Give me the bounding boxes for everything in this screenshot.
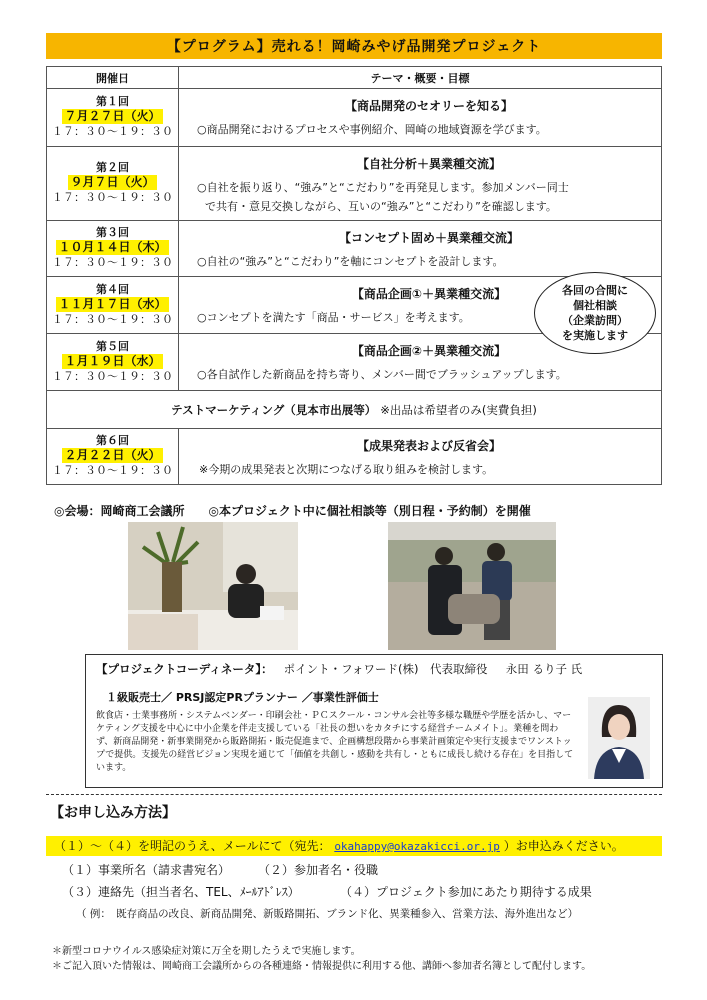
table-header-row [47, 67, 662, 89]
session-number: 第１回 [96, 95, 129, 108]
table-row [47, 221, 662, 277]
apply-instruction-post: ）お申込みください。 [503, 839, 624, 853]
table-row [47, 147, 662, 221]
bubble-line: （企業訪問） [562, 314, 628, 327]
visit-photo [388, 522, 556, 650]
session-desc: ○コンセプトを満たす「商品・サービス」を考えます。 [197, 311, 470, 324]
visit-photo-illustration [388, 522, 556, 650]
session-date: １０月１４日（木） [58, 240, 167, 254]
apply-email-link[interactable]: okahappy@okazakicci.or.jp [334, 840, 500, 853]
test-marketing-note: ※出品は希望者のみ(実費負担) [380, 402, 537, 417]
venue-label: ◎会場：岡崎商工会議所 [54, 504, 185, 518]
session-date-cell [47, 221, 179, 277]
bubble-line: 個社相談 [573, 299, 617, 312]
apply-example: （ 例： 既存商品の改良、新商品開発、新販路開拓、ブランド化、異業種参入、営業方法、海外進出など） [76, 908, 579, 920]
session-number: 第６回 [96, 434, 129, 447]
venue-line [54, 502, 555, 519]
session-desc: ※今期の成果発表と次期につなげる取り組みを検討します。 [199, 463, 494, 476]
session-number: 第４回 [96, 282, 129, 296]
portrait-illustration [588, 697, 650, 779]
session-theme-cell [179, 89, 662, 147]
apply-instruction-pre: （１）〜（４）を明記のうえ、メールにて（宛先： [54, 839, 331, 853]
session-desc: ○自社を振り返り、“強み”と“こだわり”を再発見します。参加メンバー同士 [197, 181, 569, 194]
header-theme: テーマ・概要・目標 [179, 67, 662, 89]
session-time: １７：３０〜１９：３０ [52, 464, 173, 477]
coordinator-name: 永田 るり子 氏 [505, 662, 583, 676]
consult-label: ◎本プロジェクト中に個社相談等（別日程・予約制）を開催 [208, 504, 531, 518]
session-time: １７：３０〜１９：３０ [52, 125, 173, 138]
session-time: １７：３０〜１９：３０ [52, 191, 173, 204]
session-number: 第３回 [96, 226, 129, 239]
session-date: １１月１７日（水） [58, 296, 167, 311]
session-date: ９月７日（火） [70, 175, 155, 189]
session-desc: ○各自試作した新商品を持ち寄り、メンバー間でブラッシュアップします。 [197, 368, 567, 381]
session-title: 【商品企画①＋異業種交流】 [351, 287, 507, 301]
meeting-photo [128, 522, 298, 650]
test-marketing-row [47, 391, 662, 429]
apply-instruction [46, 836, 662, 856]
coordinator-header [96, 661, 652, 677]
test-marketing-label: テストマーケティング（見本市出展等） [171, 402, 377, 417]
session-date-cell [47, 277, 179, 334]
session-date-cell [47, 147, 179, 221]
consultation-bubble [534, 272, 656, 354]
program-banner: 【プログラム】売れる！岡崎みやげ品開発プロジェクト [46, 33, 662, 59]
note-privacy: ＊ご記入頂いた情報は、岡崎商工会議所からの各種連絡・情報提供に利用する他、講師へ参加者名簿として配付します。 [52, 961, 592, 972]
session-desc: ○自社の“強み”と“こだわり”を軸にコンセプトを設計します。 [197, 255, 504, 268]
coordinator-titles: １級販売士／ PRSJ認定PRプランナー ／事業性評価士 [106, 691, 379, 704]
session-number: 第５回 [96, 339, 129, 353]
session-theme-cell [179, 147, 662, 221]
session-time: １７：３０〜１９：３０ [52, 256, 173, 269]
session-title: 【コンセプト固め＋異業種交流】 [338, 231, 519, 245]
coordinator-bio: 飲食店・士業事務所・システムベンダー・印刷会社・ＰＣスクール・コンサル会社等多様な職歴や学歴を活かし、マーケティング支援を中心に中小企業を伴走支援している「社長の想いをカタチにする経営チームメイト」。業種を問わず、新商品開発・新事業開発から販路開拓・販売促進まで、企画構想段階から事業計画策定や実行支援までワンストップで提供。支援先の経営ビジョン実現を通じて「価値を共創し・感動を共有し・ともに成長し続ける存在」を目指しています。 [96, 711, 574, 773]
session-date: ２月２２日（火） [64, 448, 161, 462]
session-title: 【成果発表および反省会】 [356, 439, 501, 453]
session-date-cell [47, 429, 179, 485]
session-date-cell [47, 334, 179, 391]
session-desc: ○商品開発におけるプロセスや事例紹介、岡崎の地域資源を学びます。 [197, 123, 547, 136]
session-time: １７：３０〜１９：３０ [52, 369, 173, 383]
session-title: 【商品企画②＋異業種交流】 [351, 344, 507, 358]
session-title: 【自社分析＋異業種交流】 [356, 157, 501, 171]
session-date-cell [47, 89, 179, 147]
apply-item-1: （１）事業所名（請求書宛名） [62, 863, 231, 877]
bubble-line: 各回の合間に [562, 284, 628, 297]
bubble-line: を実施します [562, 329, 628, 342]
session-date: １月１９日（水） [64, 353, 161, 368]
apply-item-4: （４）プロジェクト参加にあたり期待する成果 [340, 885, 592, 899]
session-number: 第２回 [96, 161, 129, 174]
session-time: １７：３０〜１９：３０ [52, 312, 173, 326]
header-date: 開催日 [47, 67, 179, 89]
table-row [47, 429, 662, 485]
session-desc: で共有・意見交換しながら、互いの“強み”と“こだわり”を確認します。 [205, 200, 557, 213]
apply-title: 【お申し込み方法】 [50, 805, 176, 821]
coordinator-label: 【プロジェクトコーディネータ】： [96, 662, 273, 676]
coordinator-portrait [588, 697, 650, 779]
note-covid: ＊新型コロナウイルス感染症対策に万全を期したうえで実施します。 [52, 946, 361, 957]
meeting-photo-illustration [128, 522, 298, 650]
session-title: 【商品開発のセオリーを知る】 [344, 99, 513, 113]
coordinator-box [85, 654, 663, 788]
session-theme-cell [179, 429, 662, 485]
table-row [47, 89, 662, 147]
coordinator-company: ポイント・フォワード(株) 代表取締役 [283, 662, 488, 676]
test-marketing-cell [47, 391, 662, 429]
apply-item-3: （３）連絡先（担当者名、TEL、ﾒｰﾙｱﾄﾞﾚｽ） [62, 885, 300, 899]
apply-item-2: （２）参加者名・役職 [258, 863, 379, 877]
section-divider [46, 794, 662, 795]
session-date: ７月２７日（火） [64, 109, 161, 123]
session-theme-cell [179, 221, 662, 277]
